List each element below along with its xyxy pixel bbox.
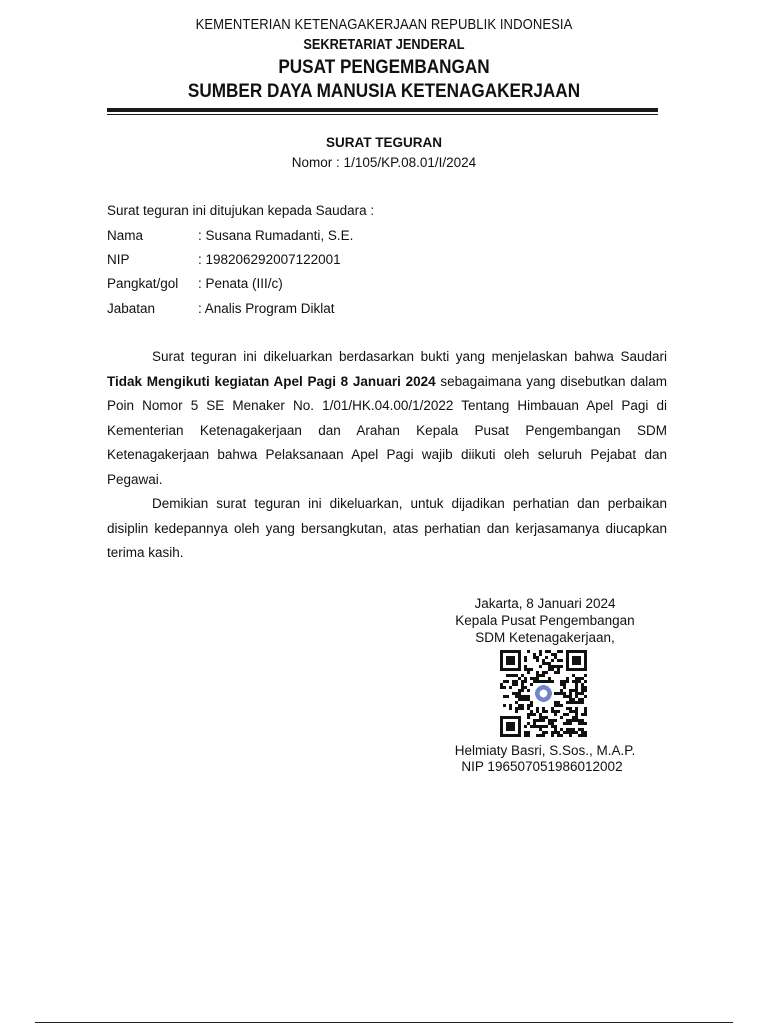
letterhead-divider-thin <box>107 114 658 115</box>
signatory-name: Helmiaty Basri, S.Sos., M.A.P. <box>454 743 636 758</box>
secretariat-name: SEKRETARIAT JENDERAL <box>303 37 465 53</box>
recipient-field-rank <box>107 276 667 294</box>
field-label: NIP <box>107 252 130 267</box>
field-value: : Penata (III/c) <box>198 276 283 291</box>
center-name-line2: SUMBER DAYA MANUSIA KETENAGAKERJAAN <box>187 80 581 102</box>
field-value: : Analis Program Diklat <box>198 301 335 316</box>
ministry-name: KEMENTERIAN KETENAGAKERJAAN REPUBLIK INDONESIA <box>195 17 573 33</box>
signatory-nip: NIP 196507051986012002 <box>461 759 623 774</box>
letter-title: SURAT TEGURAN <box>326 135 442 150</box>
center-name-line1: PUSAT PENGEMBANGAN <box>278 56 490 78</box>
field-value: : 198206292007122001 <box>198 252 341 267</box>
signature-position-line2: SDM Ketenagakerjaan, <box>475 630 615 645</box>
body-paragraph-1 <box>107 345 667 492</box>
body-p1-start: Surat teguran ini dikeluarkan berdasarkan bukti yang menjelaskan bahwa Saudari <box>152 349 667 364</box>
body-paragraph-2: Demikian surat teguran ini dikeluarkan, untuk dijadikan perhatian dan perbaikan disiplin kedepannya oleh yang bersangkutan, atas perhatian dan kerjasamanya diucapkan terima kasih. <box>107 496 667 560</box>
field-label: Pangkat/gol <box>107 276 179 291</box>
signature-position-line1: Kepala Pusat Pengembangan <box>455 613 635 628</box>
body-p1-end: sebagaimana yang disebutkan dalam Poin Nomor 5 SE Menaker No. 1/01/HK.04.00/1/2022 Tentang Himbauan Apel Pagi di Kementerian Ketenagakerjaan dan Arahan Kepala Pusat Pengembangan SDM Ketenagakerjaan bahwa Pelaksanaan Apel Pagi wajib diikuti oleh seluruh Pejabat dan Pegawai. <box>107 373 667 487</box>
field-value: : Susana Rumadanti, S.E. <box>198 228 354 243</box>
field-label: Jabatan <box>107 301 156 316</box>
recipient-intro: Surat teguran ini ditujukan kepada Saudara : <box>107 203 375 218</box>
recipient-field-nip <box>107 252 667 270</box>
signature-place-date: Jakarta, 8 Januari 2024 <box>474 596 616 611</box>
recipient-field-name <box>107 228 667 246</box>
letter-number: Nomor : 1/105/KP.08.01/I/2024 <box>291 155 477 170</box>
letterhead-divider-thick <box>107 108 658 112</box>
field-label: Nama <box>107 228 144 243</box>
footer-divider <box>35 1022 733 1023</box>
body-p1-emphasis: Tidak Mengikuti kegiatan Apel Pagi 8 Januari 2024 <box>107 373 436 389</box>
qr-code-icon <box>500 650 587 737</box>
recipient-field-position <box>107 301 667 319</box>
